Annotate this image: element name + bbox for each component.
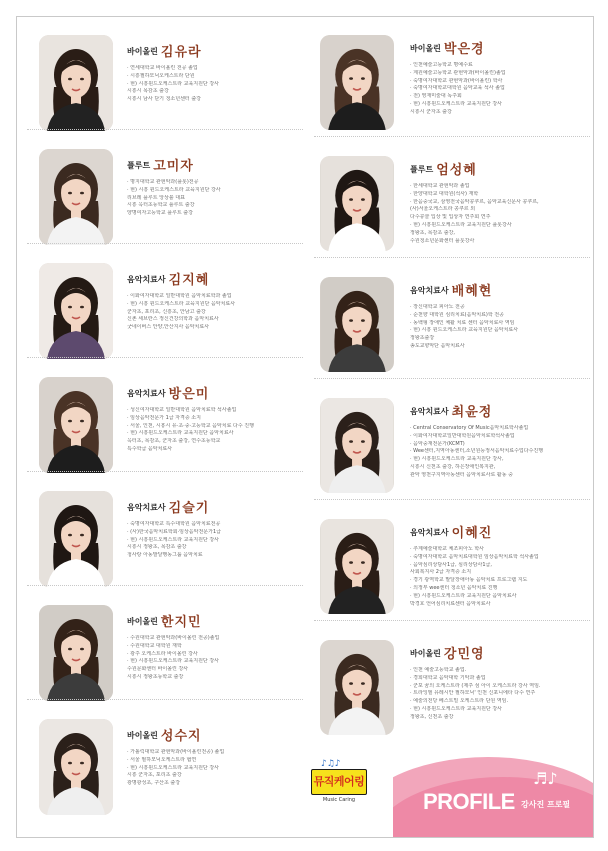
instructor-photo — [320, 398, 394, 493]
instructor-photo — [320, 277, 394, 372]
career-line: · Wee센터,지역아동센터,소년원등정서음악치료수업다수진행 — [410, 448, 544, 455]
instructor-entry — [310, 259, 590, 380]
career-line: 박경호 언어심리치료센터 음악치료사 — [410, 600, 491, 607]
instructor-info — [127, 157, 303, 218]
career-line: · 현) 시흥윈드오케스트라 교육지원단 강사 — [127, 764, 220, 771]
career-line: · 인천예술고등학교 명예수료 — [410, 62, 473, 68]
instructor-role: 음악치료사 — [410, 407, 449, 416]
career-line: · 동백형 장애인 체활 치료 센터 음악치료사 역임 — [410, 319, 515, 326]
logo-sub-text: Music Caring — [322, 797, 356, 803]
instructor-role: 플루트 — [410, 165, 434, 174]
instructor-info — [410, 282, 586, 351]
instructor-entry — [310, 501, 590, 622]
logo-main-text: 뮤직케어링 — [313, 775, 365, 788]
career-line: · 계원예술고등학교 관현악과(바이올린)졸업 — [410, 69, 506, 76]
instructor-entry — [23, 17, 303, 131]
career-line: · 트라잉필 유레시안 필하모닉' 인천 신포니에타 다수 연주 — [410, 690, 536, 697]
instructor-title — [410, 403, 586, 419]
career-line: · (사)한국음악치료학회·임상음악전문가1급 — [127, 528, 221, 535]
instructor-role: 음악치료사 — [410, 528, 449, 537]
career-line: · 음악심리상담사1급, 심리상담사1급, — [410, 561, 492, 568]
career-line: · 명지대학교 관현악과(플롯)전공 — [127, 179, 199, 185]
career-line: · 한음중국교, 삼영전국음악콩쿠르, 음악교육신문사 콩쿠르, — [410, 198, 539, 205]
career-line: · 이화여자대학교 일반대학원 음악치료학과 졸업 — [127, 293, 232, 299]
career-line: 시흥시 신천초 출강, 하은장애인복지관, — [410, 463, 496, 470]
left-column — [23, 17, 303, 815]
career-line: · 의정부 wee센터 청소년 음악치료 진행 — [410, 584, 498, 591]
career-list — [410, 304, 586, 351]
career-list — [410, 667, 586, 722]
instructor-info — [410, 524, 586, 608]
career-line: · 숙명여자대학교 관현악과(바이올린) 학사 — [410, 77, 503, 84]
career-line: 시흥시 정왕초등학교 출강 — [127, 673, 184, 680]
career-line: · 연세대학교 바이올린 전공 졸업 — [127, 65, 198, 71]
career-line: · 음악중재전문가(KCMT) — [410, 440, 465, 447]
career-line: 옥터초, 목감초, 군자초 출강, 연수초등학교 — [127, 438, 221, 445]
instructor-photo — [39, 719, 113, 815]
instructor-name: 고미자 — [153, 159, 194, 174]
instructor-role: 바이올린 — [127, 731, 158, 740]
career-line: · 예술의전당 베스트빌 오케스트라 단원 역임. — [410, 698, 509, 705]
career-line: · 숙명여자대학교 음악치료대학원 임상음악치료학 석사졸업 — [410, 553, 539, 560]
right-column — [310, 17, 590, 743]
career-line: 양명여자고등학교 플루트 출강 — [127, 210, 193, 217]
instructor-name: 배혜현 — [451, 284, 493, 299]
career-line: · 순천향 대학원 심리치료(음악치료)학 전공 — [410, 311, 504, 318]
career-line: · 수원대학교 관현악과(바이올린 전공)졸업 — [127, 635, 220, 641]
instructor-role: 음악치료사 — [410, 286, 449, 295]
banner-title: PROFILE — [423, 789, 515, 814]
career-list — [127, 179, 303, 218]
instructor-role: 음악치료사 — [127, 503, 166, 512]
instructor-entry — [23, 245, 303, 359]
instructor-title — [127, 499, 303, 515]
instructor-title — [127, 727, 303, 743]
instructor-title — [127, 613, 303, 629]
career-line: · 현) 시흥윈드오케스트라 교육지원단 강사 — [410, 705, 503, 712]
instructor-info — [127, 613, 303, 682]
career-line: 수원청소년문화센터 플룻강사 — [410, 237, 475, 244]
career-line: · 현) 시흥 윈드오케스트라 교육지원단 음악치료사 — [127, 300, 236, 307]
career-line: · 한세대학교 관현악과 졸업 — [410, 183, 470, 189]
career-line: · 현) 시흥윈드오케스트라 교육지원단 강사 — [127, 536, 220, 543]
instructor-photo — [39, 263, 113, 359]
career-line: 정왕초, 목감초 출강, — [410, 229, 455, 236]
career-line: 리브레 플루트 앙상블 대표 — [127, 194, 185, 201]
career-line: 정왕초출강 — [410, 335, 435, 342]
career-line: · 현) 시흥 윈드오케스트라 교육지원단 음악치료사 — [410, 327, 519, 334]
career-line: · 군포 꿈의 오케스트라 (제주 섬 아이 오케스트라 강사 역임. — [410, 682, 541, 689]
career-line: (사)서울오케스트라 콩쿠르 외 — [410, 206, 476, 213]
career-line: · 현) 시흥윈드오케스트라 교육지원단 강사 — [127, 658, 220, 665]
instructor-name: 엄성혜 — [436, 163, 477, 178]
career-line: · Central Conservatory Of Music음악치료학사졸업 — [410, 425, 529, 431]
instructor-name: 이혜진 — [451, 526, 493, 541]
instructor-photo — [320, 156, 394, 251]
instructor-entry — [310, 17, 590, 138]
career-line: · 현) 시흥윈드오케스트라 교육지원단 강사 — [127, 80, 220, 87]
instructor-name: 성수지 — [160, 729, 202, 744]
instructor-photo — [39, 605, 113, 701]
music-notes-icon: ♪♫♪ — [321, 759, 341, 769]
career-line: · 현) 시흥 윈드오케스트라 교육지원단 강사 — [127, 186, 221, 193]
instructor-info — [410, 161, 586, 245]
career-line: 송도교향악단 음악치료사 — [410, 342, 465, 349]
career-line: 정왕초, 신천초 출강 — [410, 713, 454, 720]
career-line: 수원문화센터 바이올린 강사 — [127, 666, 189, 673]
career-line: · 숙명여자대학교대학원 음악교육 석사 졸업 — [410, 85, 505, 92]
instructor-name: 김슬기 — [168, 501, 210, 516]
instructor-info — [127, 499, 303, 560]
career-line: · 임상음악전문가 1급 자격증 소지 — [127, 414, 201, 421]
instructor-title — [410, 161, 586, 177]
career-line: · 서울, 인천, 시흥시 유·초·중·고등학교 음악치료 다수 진행 — [127, 422, 254, 429]
career-line: · 인천 예술고등학교 졸업. — [410, 667, 467, 673]
career-list — [127, 65, 303, 104]
instructor-role: 바이올린 — [127, 617, 158, 626]
career-line: 관악 영천구지역아동센터 음악치료사로 활동 중 — [410, 471, 513, 478]
instructor-entry — [310, 380, 590, 501]
instructor-info — [127, 385, 303, 454]
career-list — [127, 749, 303, 788]
instructor-entry — [23, 131, 303, 245]
career-list — [127, 635, 303, 682]
career-line: 시흥시 목감초 출강 — [127, 88, 169, 95]
career-line: 특수학급 음악치료사 — [127, 445, 173, 452]
career-line: · 성신여자대학교 일반대학원 음악치료학 석사졸업 — [127, 407, 237, 413]
career-line: · 서울 필하모닉오케스트라 협연 — [127, 756, 197, 763]
profile-banner — [393, 751, 593, 837]
instructor-photo — [320, 519, 394, 614]
instructor-photo — [39, 149, 113, 245]
instructor-title — [127, 271, 303, 287]
instructor-entry — [23, 587, 303, 701]
instructor-info — [127, 271, 303, 332]
instructor-title — [127, 43, 303, 59]
career-line: 시흥시 군자초 출강 — [410, 108, 452, 115]
instructor-title — [410, 282, 586, 298]
instructor-entry — [23, 359, 303, 473]
career-line: · 광주 오케스트라 바이올린 강사 — [127, 650, 198, 657]
instructor-title — [127, 385, 303, 401]
instructor-role: 바이올린 — [410, 44, 441, 53]
instructor-entry — [23, 701, 303, 815]
career-line: 사회복지사 2급 자격증 소지 — [410, 569, 472, 576]
instructor-entry — [310, 622, 590, 743]
instructor-role: 음악치료사 — [127, 275, 166, 284]
instructor-photo — [320, 640, 394, 735]
instructor-name: 최윤정 — [451, 405, 493, 420]
career-line: · 장신대학교 피아노 전공 — [410, 304, 465, 310]
instructor-role: 바이올린 — [127, 47, 158, 56]
instructor-name: 방은미 — [168, 387, 210, 402]
career-line: · 현) 시흥윈드오케스트라 교육지원단 강사, — [410, 456, 504, 463]
instructor-info — [127, 43, 303, 104]
career-line: 시흥 옥터초등학교 플루트 출강 — [127, 202, 195, 209]
career-line: · 현) 시흥윈드오케스트라 교육지원단 음악치료사 — [127, 430, 234, 437]
career-line: · 이화여자대학교일반대학원음악치료학석사졸업 — [410, 432, 515, 439]
career-line: · 한양대학교 대학원(석사) 재학 — [410, 190, 479, 197]
career-line: · 전) 영재미술대 독주회 — [410, 93, 462, 100]
career-list — [127, 407, 303, 454]
instructor-name: 강민영 — [443, 647, 485, 662]
career-list — [127, 521, 303, 560]
career-line: 군자초, 포리초, 신흥초, 안남고 출강 — [127, 308, 206, 315]
instructor-photo — [39, 491, 113, 587]
instructor-entry — [310, 138, 590, 259]
career-list — [410, 546, 586, 608]
career-line: · 경희대학교 음악대학 기악과 졸업 — [410, 674, 486, 681]
career-line: 시흥 군자초, 포리초 출강 — [127, 772, 182, 779]
career-line: 굿네이버스 안양,안산지사 음악치료사 — [127, 324, 210, 331]
instructor-entry — [23, 473, 303, 587]
career-line: 시흥시 남사 단기 청소년센터 출강 — [127, 96, 201, 103]
banner-subtitle: 강사진 프로필 — [521, 800, 571, 809]
career-line: · 현) 시흥윈드오케스트라 교육지원단 플롯강사 — [410, 221, 512, 228]
instructor-title — [410, 524, 586, 540]
violin-notes-icon: ♬♪ — [533, 769, 558, 788]
career-line: · 현) 시흥윈드오케스트라 교육지원단 강사 — [410, 100, 503, 107]
career-line: 다수콩쿨 입상 및 입상자 연주회 연주 — [410, 214, 491, 221]
career-line: · 가톨릭대학교 관현악과(바이올린전공) 졸업 — [127, 749, 225, 755]
career-line: · 숙명여자대학교 특수대학원 음악치료전공 — [127, 521, 221, 527]
instructor-info — [410, 645, 586, 722]
career-line: 광명광성초, 구산초 출강 — [127, 780, 181, 787]
instructor-role: 음악치료사 — [127, 389, 166, 398]
instructor-photo — [39, 35, 113, 131]
career-line: 청사랑 아동발달행동그룹 음악치료 — [127, 552, 203, 559]
instructor-info — [127, 727, 303, 788]
career-line: · 시흥필하모닉오케스트라 단원 — [127, 72, 195, 79]
instructor-role: 플루트 — [127, 161, 151, 170]
instructor-photo — [320, 35, 394, 130]
instructor-title — [410, 40, 586, 56]
career-line: · 추계예술대학교 체조피아노 학사 — [410, 546, 484, 552]
instructor-info — [410, 403, 586, 480]
instructor-name: 한지민 — [160, 615, 202, 630]
instructor-photo — [39, 377, 113, 473]
career-list — [410, 183, 586, 245]
career-line: · 현) 시흥윈드오케스트라 교육지원단 음악치료사 — [410, 592, 517, 599]
career-list — [410, 62, 586, 117]
instructor-name: 박은경 — [443, 42, 485, 57]
music-caring-logo — [307, 761, 371, 803]
career-list — [127, 293, 303, 332]
career-list — [410, 425, 586, 480]
instructor-title — [410, 645, 586, 661]
career-line: 시흥시 정왕초, 목감초 출강 — [127, 544, 187, 551]
instructor-name: 김유라 — [160, 45, 202, 60]
instructor-title — [127, 157, 303, 173]
instructor-role: 바이올린 — [410, 649, 441, 658]
career-line: · 수원대학교 대학원 재학 — [127, 642, 182, 649]
career-line: · 경기 광역학교 발달장애아동 음악치료 프로그램 지도 — [410, 577, 528, 584]
profile-page — [16, 16, 594, 838]
career-line: 신촌 세브란스 정신건강의학과 음악치료사 — [127, 316, 219, 323]
instructor-name: 김지혜 — [168, 273, 210, 288]
instructor-info — [410, 40, 586, 117]
